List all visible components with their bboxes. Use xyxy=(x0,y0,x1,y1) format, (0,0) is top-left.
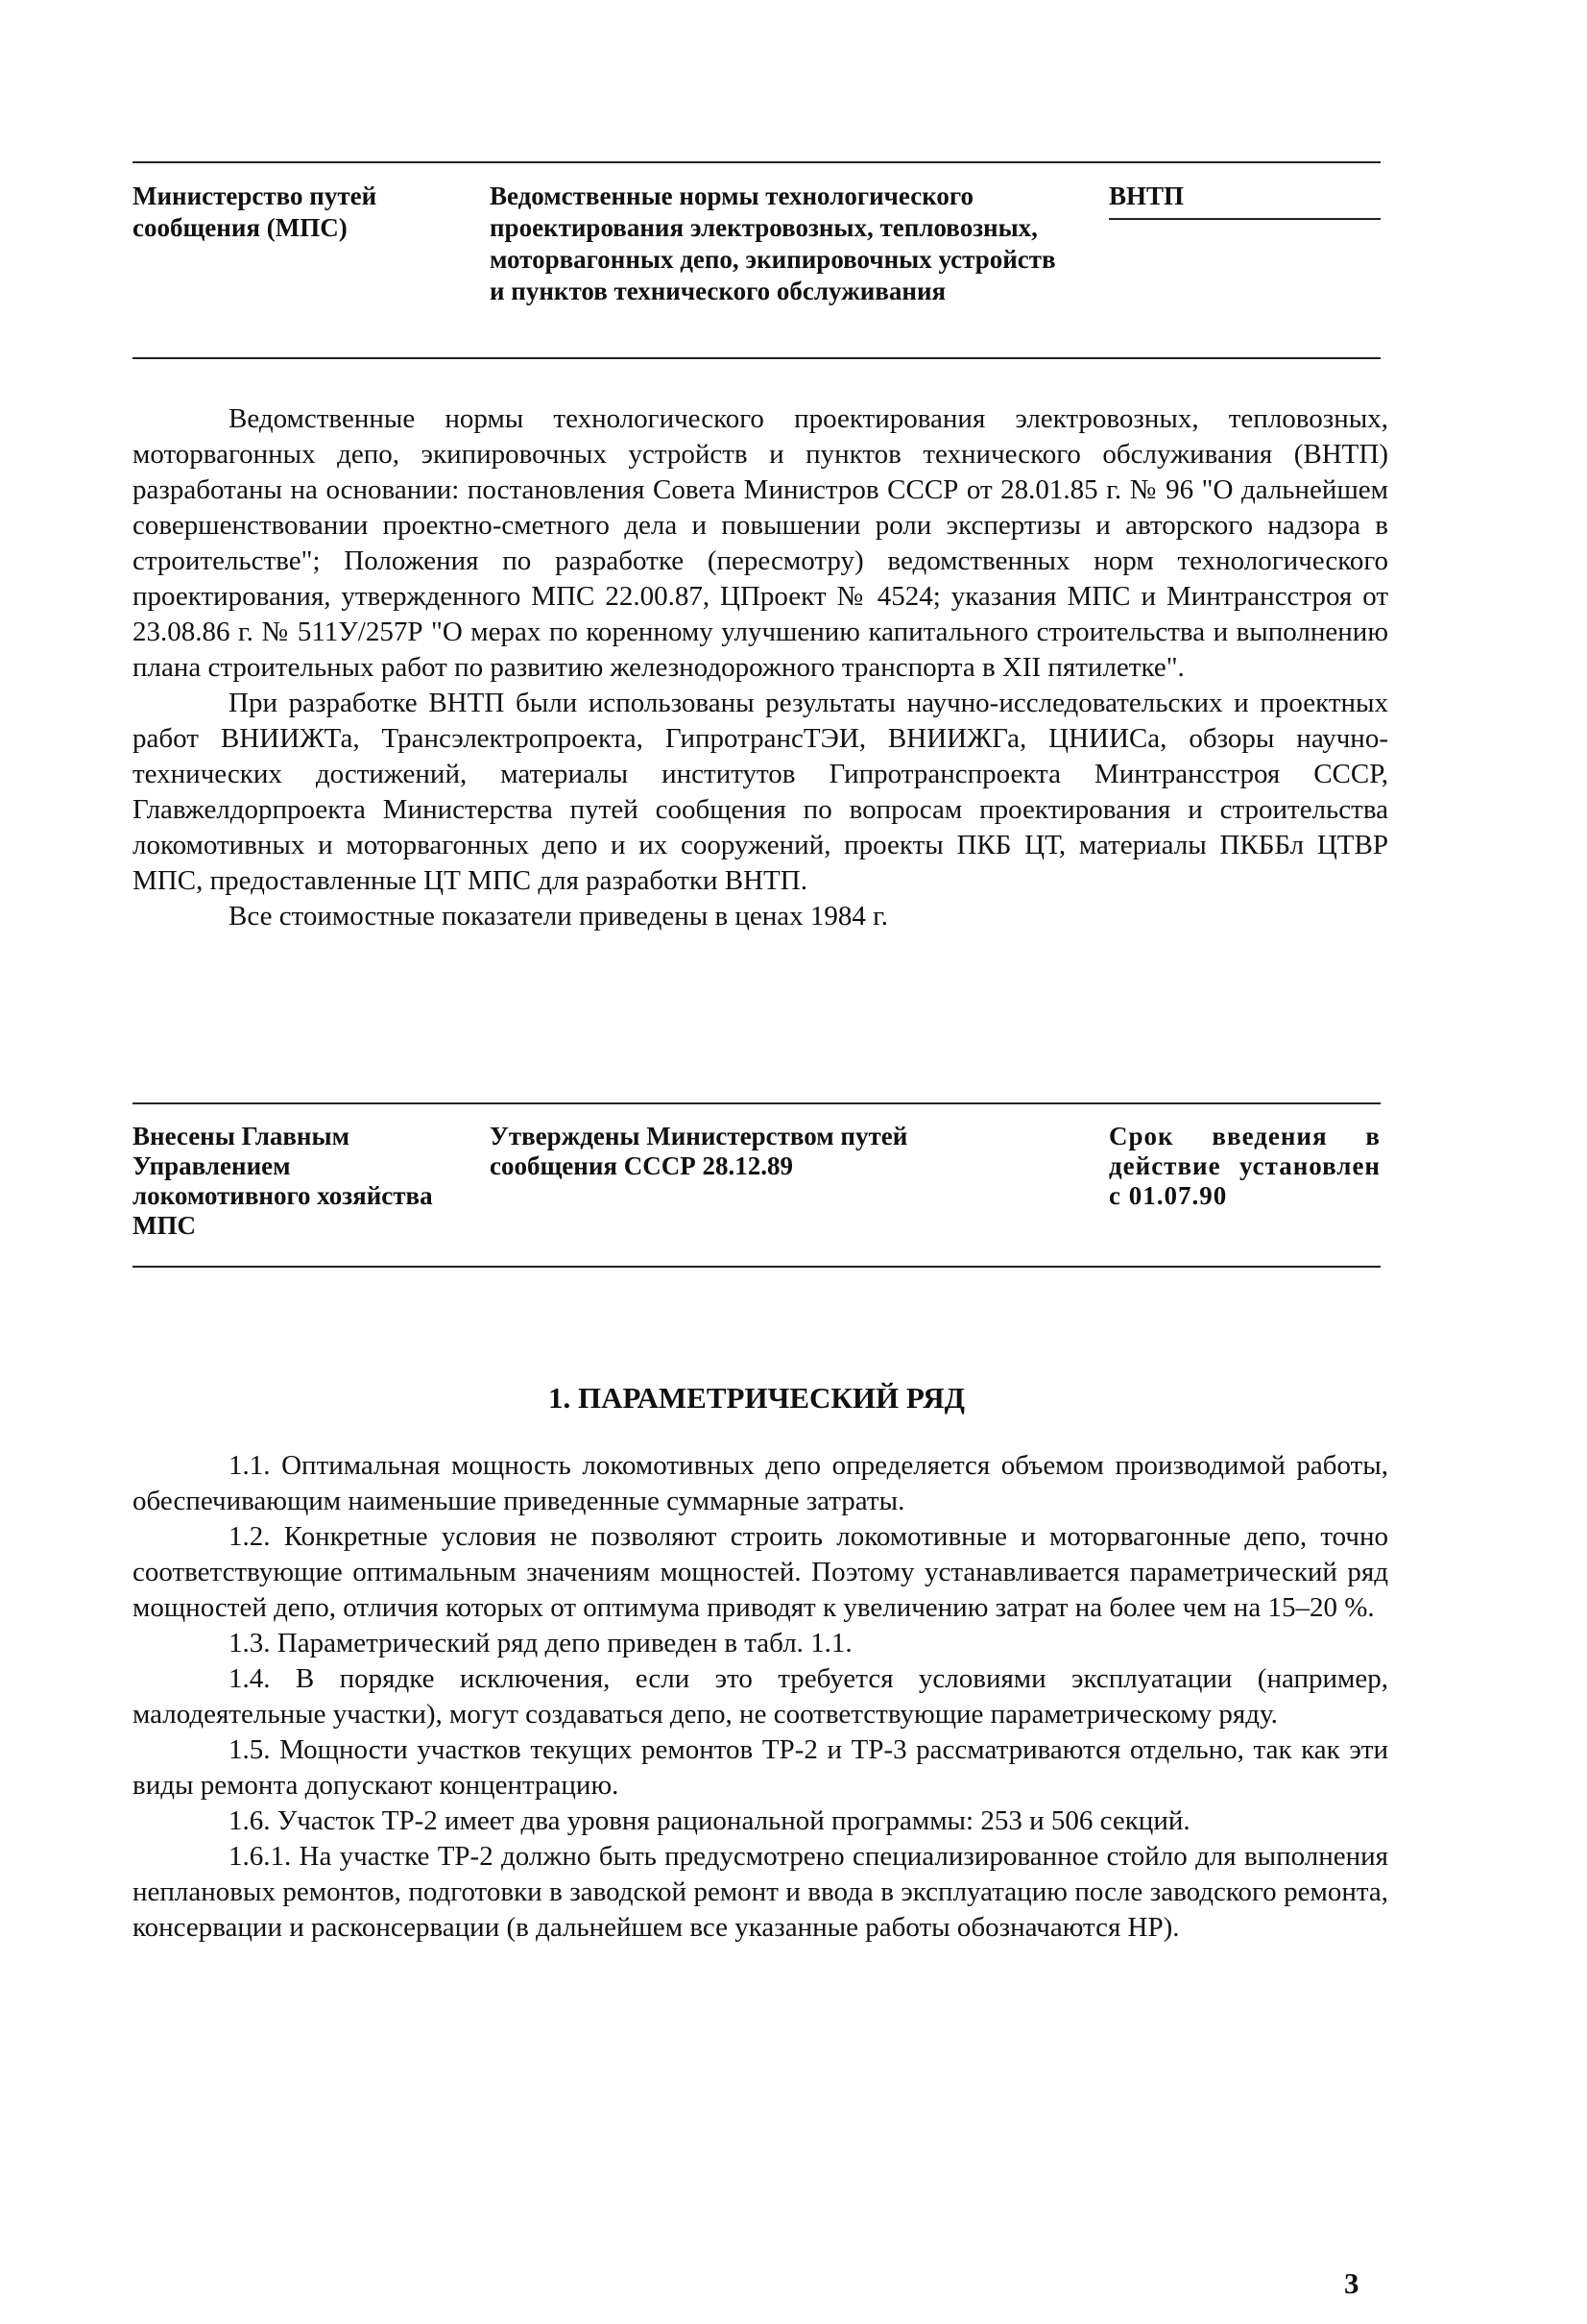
section-item: 1.4. В порядке исключения, если это требуется условиями эксплуатации (например, малодеятельные участки), могут создаваться депо, не соответствующие параметрическому ряду. xyxy=(132,1663,1388,1730)
document-code: ВНТП xyxy=(1109,181,1381,220)
section-item: 1.5. Мощности участков текущих ремонтов ТР-2 и ТР-3 рассматриваются отдельно, так как эти виды ремонта допускают концентрацию. xyxy=(132,1734,1388,1801)
approved-by: Утверждены Министерством путей сообщения СССР 28.12.89 xyxy=(490,1122,908,1180)
section-item: 1.6.1. На участке ТР-2 должно быть предусмотрено специализированное стойло для выполнения неплановых ремонтов, подготовки в заводской ремонт и ввода в эксплуатацию после заводского ремонта, консервации и расконсервации (в дальнейшем все указанные работы обозначаются НР). xyxy=(132,1841,1388,1943)
submitted-by: Внесены Главным Управлением локомотивного хозяйства МПС xyxy=(132,1122,433,1240)
section-items xyxy=(132,1448,1388,1946)
section-item: 1.1. Оптимальная мощность локомотивных депо определяется объемом производимой работы, обеспечивающим наименьшие приведенные суммарные затраты. xyxy=(132,1450,1388,1516)
footer-bottom-rule xyxy=(132,1266,1381,1268)
intro-paragraph: Все стоимостные показатели приведены в ценах 1984 г. xyxy=(228,901,889,932)
section-item: 1.2. Конкретные условия не позволяют строить локомотивные и моторвагонные депо, точно соответствующие оптимальным значениям мощностей. Поэтому устанавливается параметрический ряд мощностей депо, отличия которых от оптимума приводят к увеличению затрат на более чем на 15–20 %. xyxy=(132,1521,1388,1623)
intro-text xyxy=(132,401,1388,934)
intro-paragraph: При разработке ВНТП были использованы результаты научно-исследовательских и проектных работ ВНИИЖТа, Трансэлектропроекта, ГипротрансТЭИ, ВНИИЖГа, ЦНИИСа, обзоры научно-технических достижений, материалы институтов Гипротранспроекта Минтрансстроя СССР, Главжелдорпроекта Министерства путей сообщения по вопросам проектирования и строительства локомотивных и моторвагонных депо и их сооружений, проекты ПКБ ЦТ, материалы ПКББл ЦТВР МПС, предоставленные ЦТ МПС для разработки ВНТП. xyxy=(132,688,1388,896)
top-rule xyxy=(132,161,1381,163)
section-title: 1. ПАРАМЕТРИЧЕСКИЙ РЯД xyxy=(548,1381,965,1415)
document-code-block xyxy=(1109,181,1381,220)
ministry-name: Министерство путей сообщения (МПС) xyxy=(132,182,377,242)
footer-top-rule xyxy=(132,1102,1381,1104)
page-number: 3 xyxy=(1344,2266,1359,2300)
intro-paragraph: Ведомственные нормы технологического проектирования электровозных, тепловозных, моторвагонных депо, экипировочных устройств и пунктов технического обслуживания (ВНТП) разработаны на основании: постановления Совета Министров СССР от 28.01.85 г. № 96 "О дальнейшем совершенствовании проектно-сметного дела и повышении роли экспертизы и авторского надзора в строительстве"; Положения по разработке (пересмотру) ведомственных норм технологического проектирования, утвержденного МПС 22.00.87, ЦПроект № 4524; указания МПС и Минтрансстроя от 23.08.86 г. № 511У/257Р "О мерах по коренному улучшению капитального строительства и выполнению плана строительных работ по развитию железнодорожного транспорта в XII пятилетке". xyxy=(132,403,1388,683)
effective-date: Срок введения в действие установлен с 01.07.90 xyxy=(1109,1122,1381,1210)
section-item: 1.3. Параметрический ряд депо приведен в табл. 1.1. xyxy=(228,1628,853,1658)
document-title: Ведомственные нормы технологического проектирования электровозных, тепловозных, моторвагонных депо, экипировочных устройств и пунктов технического обслуживания xyxy=(490,182,1056,305)
header-bottom-rule xyxy=(132,357,1381,359)
section-item: 1.6. Участок ТР-2 имеет два уровня рациональной программы: 253 и 506 секций. xyxy=(228,1805,1190,1836)
